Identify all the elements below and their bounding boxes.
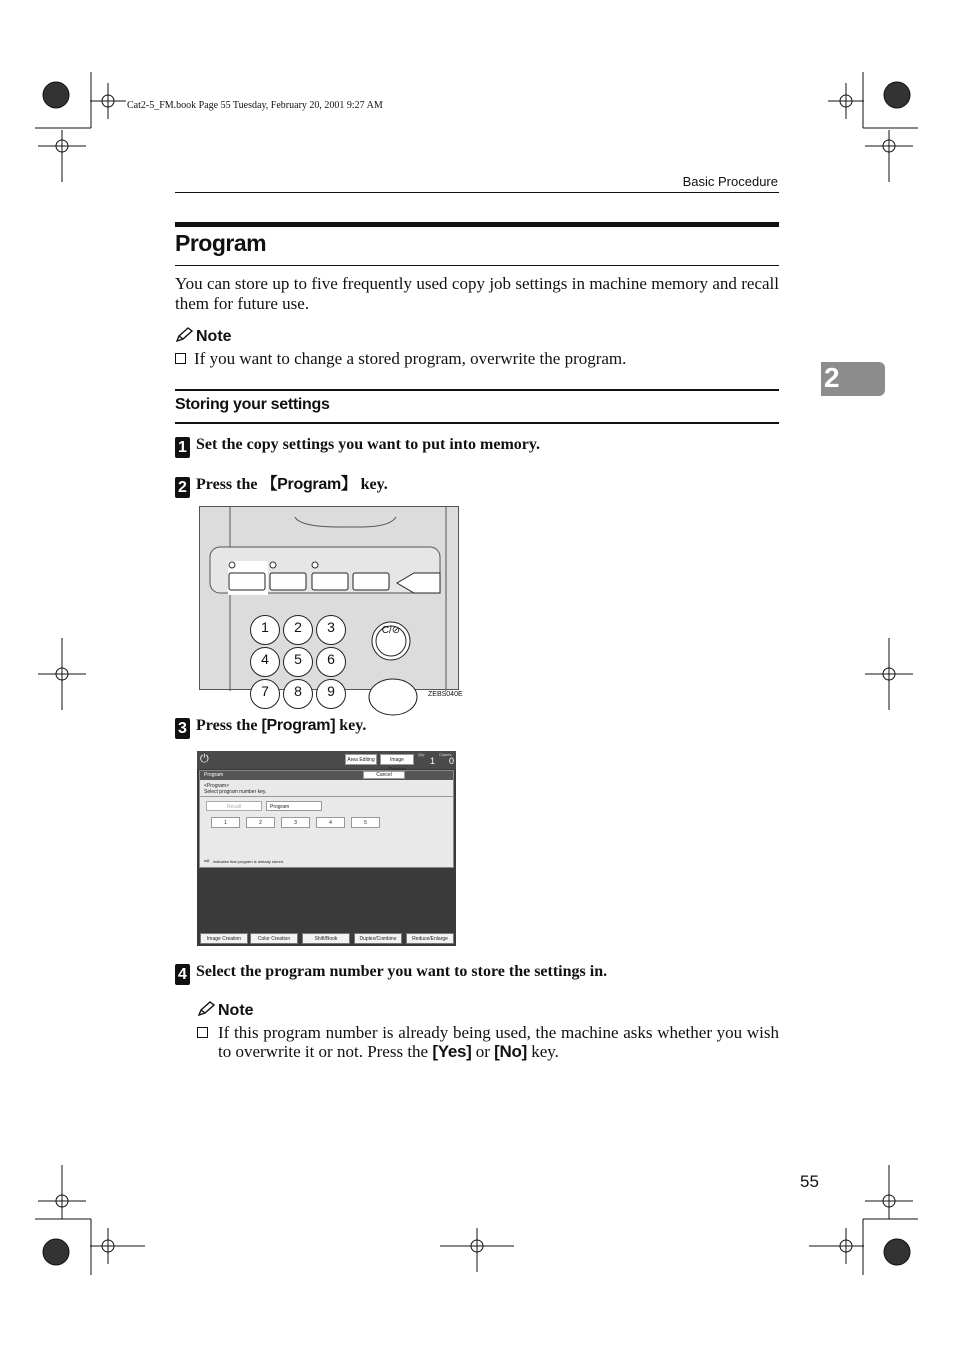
- step-text: Select the program number you want to store the settings in.: [196, 963, 608, 980]
- program-number-5: 5: [351, 817, 380, 828]
- running-head: Basic Procedure: [682, 174, 778, 189]
- copies-label: Copies: [439, 752, 452, 757]
- touch-screen-figure: [197, 751, 456, 946]
- key-3: 3: [316, 615, 346, 645]
- no-key-label: [No]: [494, 1042, 527, 1061]
- program-number-1: 1: [211, 817, 240, 828]
- program-panel: [199, 770, 454, 868]
- intro-paragraph: You can store up to five frequently used copy job settings in machine memory and recall them for future use.: [175, 274, 779, 313]
- note-heading: [175, 327, 232, 346]
- reduce-enlarge-tab: Reduce/Enlarge: [406, 933, 454, 944]
- key-7: 7: [250, 679, 280, 709]
- note-heading-label: Note: [196, 328, 232, 345]
- note-heading-label: Note: [218, 1002, 254, 1019]
- panel-title: Program: [204, 772, 224, 778]
- key-8: 8: [283, 679, 313, 709]
- stored-legend: indicates that program is already stored.: [213, 859, 285, 864]
- program-key-label: [Program]: [261, 717, 336, 734]
- shift-book-tab: Shift/Book: [302, 933, 350, 944]
- checkbox-icon: [175, 353, 186, 364]
- note-heading: [197, 1001, 254, 1020]
- color-creation-tab: Color Creation: [250, 933, 298, 944]
- step-1: [175, 436, 540, 458]
- panel-title-bar: [200, 771, 453, 780]
- key-2: 2: [283, 615, 313, 645]
- key-5: 5: [283, 647, 313, 677]
- image-overlay-button: Image: [380, 754, 414, 765]
- image-creation-tab: Image Creation: [200, 933, 248, 944]
- key-9: 9: [316, 679, 346, 709]
- step-number: 4: [175, 964, 190, 985]
- page-title: Program: [175, 230, 267, 256]
- recall-tab: Recall: [206, 801, 262, 811]
- step-text: Set the copy settings you want to put into memory.: [196, 436, 540, 453]
- section-heading: Storing your settings: [175, 396, 330, 413]
- key-4: 4: [250, 647, 280, 677]
- note-item-post: key.: [526, 1042, 559, 1061]
- program-tab: Program: [266, 801, 322, 811]
- cancel-button: Cancel: [363, 771, 405, 779]
- figure-code: ZEBS040E: [428, 691, 463, 698]
- power-icon: ⏻: [200, 753, 209, 765]
- title-rule-bottom: [175, 265, 779, 266]
- page-number: 55: [800, 1172, 819, 1191]
- key-1: 1: [250, 615, 280, 645]
- copies-value: 0: [449, 756, 455, 766]
- panel-line-2: Select program number key.: [204, 789, 267, 795]
- section-rule-bottom: [175, 422, 779, 424]
- note-item-text: If you want to change a stored program, overwrite the program.: [194, 349, 627, 368]
- stored-indicator-icon: ⇨: [204, 857, 210, 865]
- step-text-pre: Press the: [196, 717, 262, 734]
- qty-value: 1: [430, 756, 436, 766]
- pencil-icon: [175, 327, 193, 343]
- note-item-mid: or: [471, 1042, 495, 1061]
- step-text-post: key.: [335, 717, 367, 734]
- duplex-combine-tab: Duplex/Combine: [354, 933, 402, 944]
- step-3: [175, 717, 366, 739]
- program-number-4: 4: [316, 817, 345, 828]
- step-2: [175, 471, 388, 498]
- note-item-text: If this program number is already being used, the machine asks whether you wish to overwrite it or not. Press the: [218, 1023, 779, 1061]
- print-line: Cat2-5_FM.book Page 55 Tuesday, February 20, 2001 9:27 AM: [127, 100, 383, 111]
- pencil-icon: [197, 1001, 215, 1017]
- note-item: [197, 1023, 779, 1061]
- checkbox-icon: [197, 1027, 208, 1038]
- key-6: 6: [316, 647, 346, 677]
- screen-top-bar: [197, 751, 456, 769]
- title-rule-top: [175, 222, 779, 227]
- yes-key-label: [Yes]: [432, 1042, 472, 1061]
- step-number: 1: [175, 437, 190, 458]
- program-key-label: 【Program】: [261, 476, 357, 493]
- note-item: [175, 349, 779, 369]
- step-text-post: key.: [356, 476, 388, 493]
- step-text-pre: Press the: [196, 476, 262, 493]
- area-editing-button: Area Editing: [345, 754, 377, 765]
- step-4: [175, 963, 607, 985]
- clear-key-label: C/⊘: [381, 625, 401, 636]
- qty-label: Qty.: [418, 752, 426, 757]
- program-number-2: 2: [246, 817, 275, 828]
- chapter-tab-number: 2: [824, 362, 840, 393]
- step-number: 2: [175, 477, 190, 498]
- program-number-3: 3: [281, 817, 310, 828]
- section-rule-top: [175, 389, 779, 391]
- header-rule: [175, 192, 779, 193]
- panel-line-1: <Program>: [204, 783, 230, 789]
- chapter-tab: [821, 362, 885, 396]
- step-number: 3: [175, 718, 190, 739]
